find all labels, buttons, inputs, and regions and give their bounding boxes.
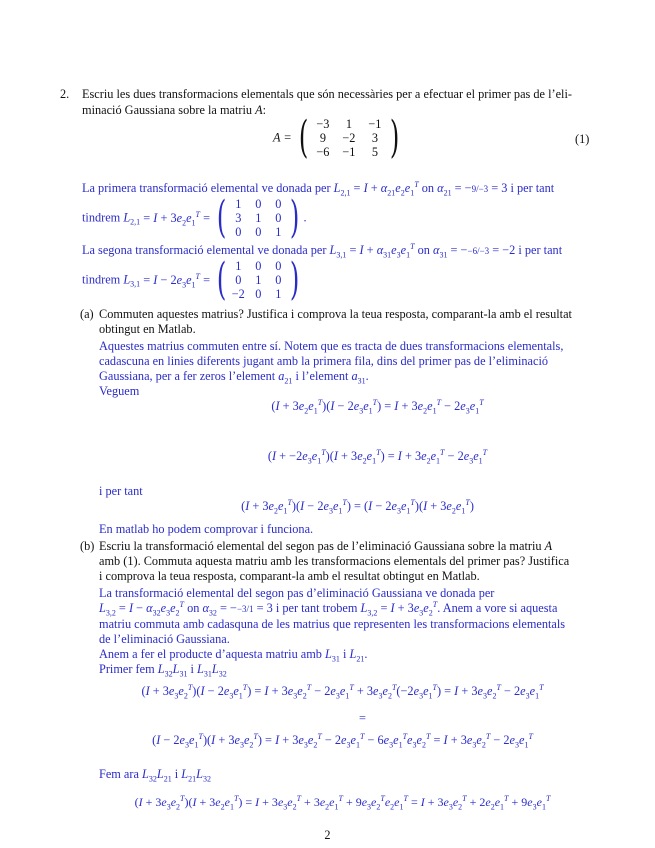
matrix-A-entry: 9	[319, 131, 326, 145]
part-b-question: Escriu la transformació elemental del segon pas de l’eliminació Gaussiana sobre la matriu A amb (1). Commuta aquesta matriu amb les transformacions elementals del primer pas? Justifica i comprova la teua resposta, comparant-la amb el resultat obtingut en Matlab.	[99, 539, 570, 583]
first-transformation-line: La primera transformació elemental ve donada per $L_{2,1} = I + \alpha_{21}e_2e_1^T$ on $\alpha_{21} = -9/-3 = 3$ i per tant	[82, 179, 555, 198]
part-a-question: Commuten aquestes matrius? Justifica i comprova la teua resposta, comparant-la amb el resultat obtingut en Matlab.	[99, 307, 572, 336]
matrix-L31-entry: 0	[255, 287, 262, 301]
part-a-matlab: En matlab ho podem comprovar i funciona.	[99, 522, 314, 536]
matrix-L31-entry: 1	[255, 273, 262, 287]
matrix-L21-entry: 3	[235, 211, 242, 225]
matrix-L21: ( 1 0 0 3 1 0 0 0 1 )	[216, 192, 300, 243]
matrix-L21-entry: 0	[275, 197, 282, 211]
matrix-L21-entry: 0	[255, 225, 262, 239]
matrix-L31: ( 1 0 0 0 1 0 −2 0 1 )	[216, 254, 300, 305]
matrix-L21-entry: 1	[235, 197, 242, 211]
part-b-answer: La transformació elemental del segon pas d’eliminació Gaussiana ve donada per $L_{3,2} = I - \alpha_{32}e_3e_2^T$ on $\alpha_{32} = --3/1 = 3$ i per tant trobem $L_{3,2} = I + 3e_3e_2^T$. Anem a vore si aquesta matriu commuta amb cadasquna de les matrius que representen les transformacions elementals de l’eliminació Gaussiana. Anem a fer el producte d’aquesta matriu amb $L_{31}$ i $L_{21}$. Primer fem $L_{32}L_{31}$ i $L_{31}L_{32}$	[99, 586, 566, 679]
matrix-A-entry: −6	[316, 145, 330, 159]
part-b-fem-ara: Fem ara $L_{32}L_{21}$ i $L_{21}L_{32}$	[99, 767, 211, 784]
matrix-L31-entry: −2	[231, 287, 245, 301]
part-b-equals: =	[359, 711, 366, 725]
part-a-eq2: $(I + -2e_3e_1^T)(I + 3e_2e_1^T) = I + 3e_2e_1^T - 2e_3e_1^T$	[267, 447, 488, 466]
matrix-L31-entry: 0	[235, 273, 242, 287]
matrix-L31-entry: 1	[235, 259, 242, 273]
part-a-answer: Aquestes matrius commuten entre sí. Notem que es tracta de dues transformacions elementals, cadascuna en linies diferents jugant amb la primera fila, dins del primer pas de l’eliminació Gaussiana, per a fer zeros l’element $a_{21}$ i l’element $a_{31}$. Veguem	[99, 339, 564, 398]
matrix-A: ( −3 1 −1 9 −2 3 −6 −1 5 )	[298, 112, 400, 163]
problem-statement-line1: Escriu les dues transformacions elementals que són necessàries per a efectuar el primer pas de l’eli-	[82, 87, 572, 101]
matrix-A-equation: A = ( −3 1 −1 9 −2 3 −6 −1 5 )	[273, 116, 403, 160]
part-b-eq1: $(I + 3e_3e_2^T)(I - 2e_3e_1^T) = I + 3e_3e_2^T - 2e_3e_1^T + 3e_3e_2^T(-2e_3e_1^T) = I + 3e_3e_2^T - 2e_3e_1^T$	[141, 682, 544, 701]
matrix-L21-entry: 0	[235, 225, 242, 239]
part-a-eq1: $(I + 3e_2e_1^T)(I - 2e_3e_1^T) = I + 3e_2e_1^T - 2e_3e_1^T$	[271, 397, 484, 416]
matrix-L21-entry: 0	[255, 197, 262, 211]
second-transformation-line: La segona transformació elemental ve donada per $L_{3,1} = I + \alpha_{31}e_3e_1^T$ on $\alpha_{31} = --6/-3 = -2$ i per tant	[82, 241, 563, 260]
part-b-eq3: $(I + 3e_3e_2^T)(I + 3e_2e_1^T) = I + 3e_3e_2^T + 3e_2e_1^T + 9e_3e_2^Te_2e_1^T = I + 3e_3e_2^T + 2e_2e_1^T + 9e_3e_1^T$	[134, 794, 551, 812]
matrix-L31-entry: 1	[275, 287, 282, 301]
matrix-L21-entry: 0	[275, 211, 282, 225]
first-transformation-result: tindrem $L_{2,1} = I + 3e_2e_1^T$ = ( 1 0 0 3 1 0 0 0 1 ) .	[82, 192, 307, 243]
part-a-eq3: $(I + 3e_2e_1^T)(I - 2e_3e_1^T) = (I - 2e_3e_1^T)(I + 3e_2e_1^T)$	[241, 497, 474, 516]
part-a-label: (a)	[80, 307, 94, 321]
matrix-L21-entry: 1	[275, 225, 282, 239]
matrix-L31-entry: 0	[255, 259, 262, 273]
matrix-A-entry: 3	[371, 131, 378, 145]
matrix-A-entry: 5	[371, 145, 378, 159]
equation-number: (1)	[575, 132, 590, 146]
part-b-eq2: $(I - 2e_3e_1^T)(I + 3e_3e_2^T) = I + 3e_3e_2^T - 2e_3e_1^T - 6e_3e_1^Te_3e_2^T = I + 3e_3e_2^T - 2e_3e_1^T$	[152, 731, 533, 750]
part-b-label: (b)	[80, 539, 95, 553]
matrix-A-entry: 1	[345, 117, 352, 131]
matrix-L31-entry: 0	[275, 273, 282, 287]
problem-number: 2.	[60, 87, 70, 101]
part-a-per-tant: i per tant	[99, 484, 143, 498]
page-number: 2	[324, 828, 331, 842]
matrix-L21-entry: 1	[255, 211, 262, 225]
matrix-A-entry: −2	[342, 131, 356, 145]
matrix-A-entry: −3	[316, 117, 330, 131]
matrix-L31-entry: 0	[275, 259, 282, 273]
problem-statement-line2: minació Gaussiana sobre la matriu A:	[82, 103, 267, 117]
matrix-A-entry: −1	[342, 145, 356, 159]
matrix-A-entry: −1	[368, 117, 382, 131]
second-transformation-result: tindrem $L_{3,1} = I - 2e_3e_1^T$ = ( 1 0 0 0 1 0 −2 0 1 )	[82, 258, 303, 302]
